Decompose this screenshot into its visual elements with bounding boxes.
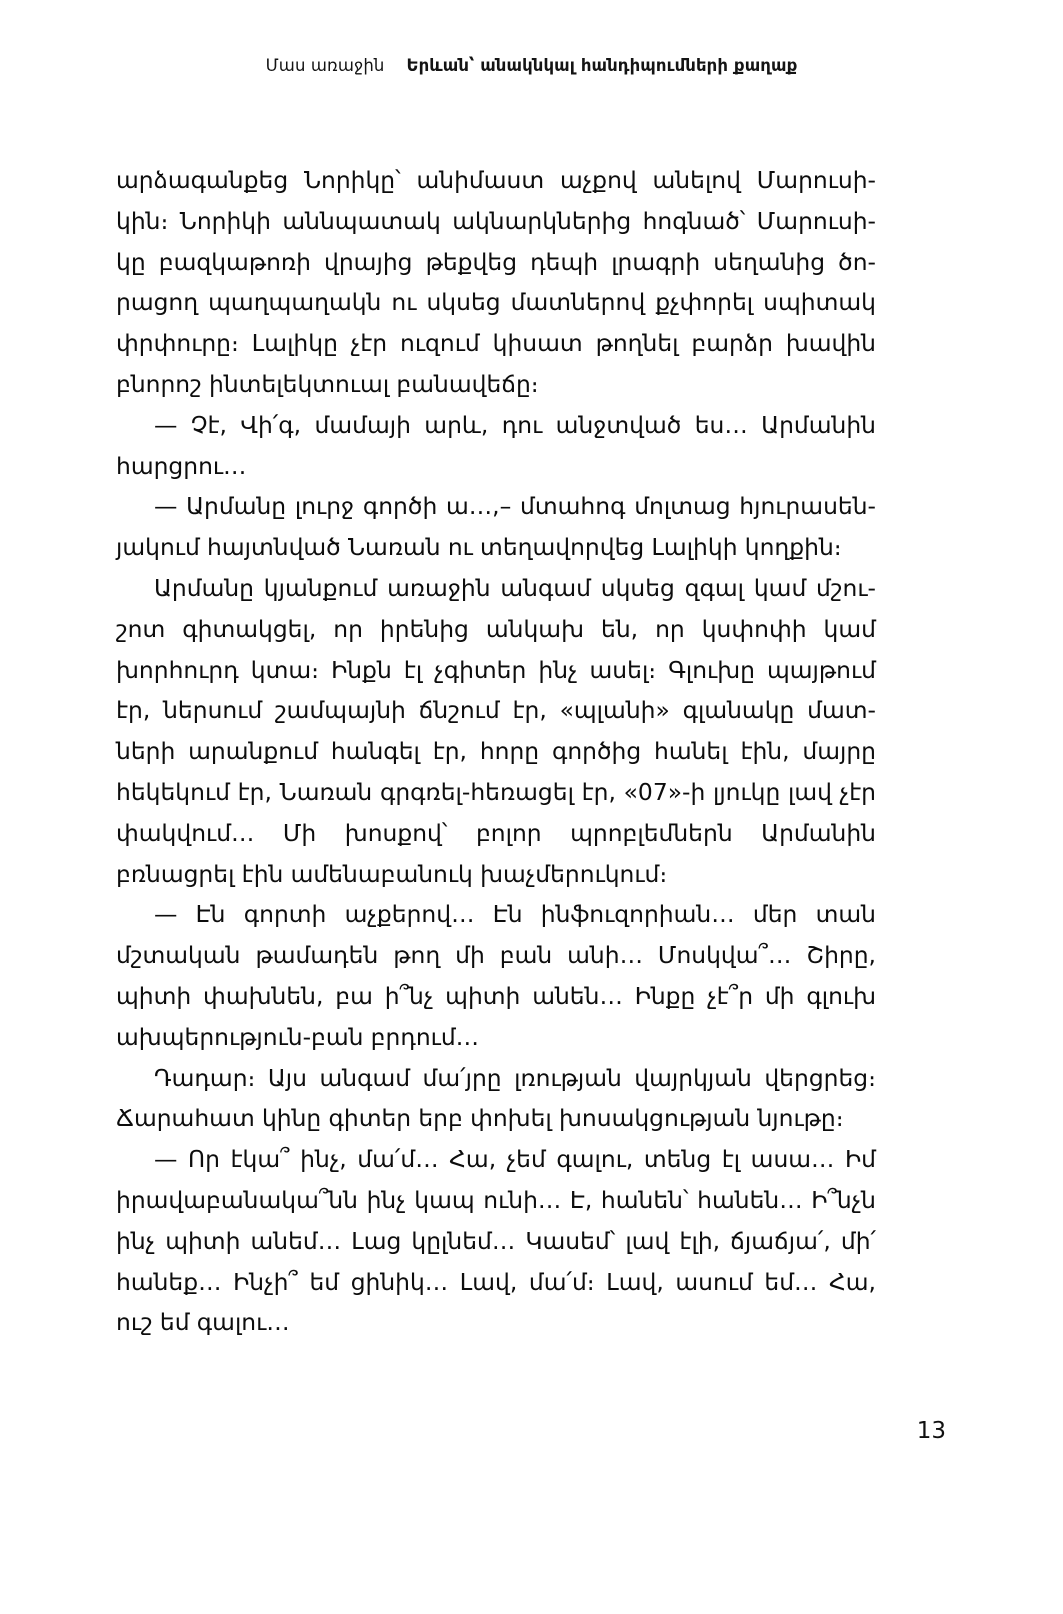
running-head-title: Երևան՝ անակնկալ հանդիպումների քաղաք — [406, 56, 798, 75]
paragraph: Դադար։ Այս անգամ մա՛յրը լռության վայրկյան վերցրեց։ Ճարահատ կինը գիտեր երբ փոխել խոսակցության նյութը։ — [116, 1063, 876, 1133]
paragraph: — Էն գորտի աչքերով… Էն ինֆուզորիան… մեր տան մշտական թամադեն թող մի բան անի… Մոսկվա՞… Շիրը, պիտի փախնեն, բա ի՞նչ պիտի անեն… Ինքը չէ՞ր մի գլուխ ախպերություն-բան բրդում… — [116, 900, 876, 1051]
paragraph: — Չէ, Վի՛գ, մամայի արև, դու անջտված ես… Արմանին հարցրու… — [116, 410, 876, 480]
paragraph: արձագանքեց Նորիկը՝ անիմաստ աչքով անելով Մարուսիկին։ Նորիկի աննպատակ ակնարկներից հոգնած՝ Մարուսիկը բազկաթոռի վրայից թեքվեց դեպի լրագրի սեղանից ծորացող պաղպաղակն ու սկսեց մատներով քչփորել սպիտակ փրփուրը։ Լալիկը չէր ուզում կիսատ թողնել բարձր խավին բնորոշ ինտելեկտուալ բանավեճը։ — [116, 166, 876, 398]
paragraph: — Արմանը լուրջ գործի ա…,– մտահոգ մոլտաց հյուրասենյակում հայտնված Նառան ու տեղավորվեց Լալիկի կողքին։ — [116, 492, 876, 562]
paragraph: — Որ էկա՞ ինչ, մա՛մ… Հա, չեմ գալու, տենց էլ ասա… Իմ իրավաբանակա՞նն ինչ կապ ունի… Է, հանեն՝ հանեն… Ի՞նչն ինչ պիտի անեմ… Լաց կըլնեմ… Կասեմ՝ լավ էլի, ճյաճյա՛, մի՛ հանեք… Ինչի՞ եմ ցինիկ… Լավ, մա՛մ։ Լավ, ասում եմ… Հա, ուշ եմ գալու… — [116, 1145, 876, 1337]
paragraph: Արմանը կյանքում առաջին անգամ սկսեց զգալ կամ մշուշոտ գիտակցել, որ իրենից անկախ են, որ կսփոփի կամ խորհուրդ կտա։ Ինքն էլ չգիտեր ինչ ասել։ Գլուխը պայթում էր, ներսում շամպայնի ճնշում էր, «պլանի» գլանակը մատների արանքում հանգել էր, հորը գործից հանել էին, մայրը հեկեկում էր, Նառան գրգռել-հեռացել էր, «07»-ի լյուկը լավ չէր փակվում… Մի խոսքով՝ բոլոր պրոբլեմներն Արմանին բռնացրել էին ամենաբանուկ խաչմերուկում։ — [116, 573, 876, 888]
running-head — [0, 56, 1063, 75]
body-text-block — [116, 160, 876, 1343]
running-head-part: Մաս առաջին — [265, 56, 385, 75]
page-number: 13 — [916, 1418, 946, 1444]
